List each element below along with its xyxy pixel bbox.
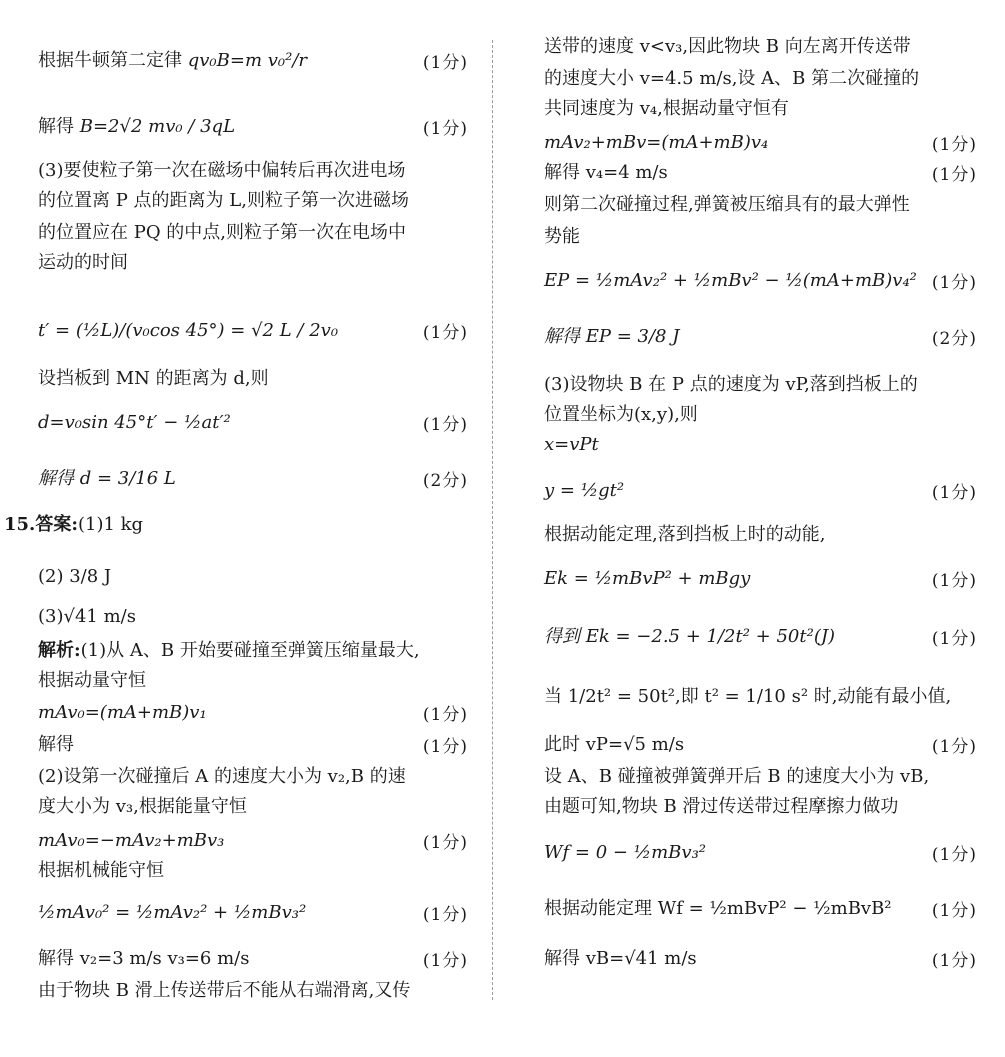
- score: (1分): [422, 705, 468, 725]
- energy-equation: mAv₀=−mAv₂+mBv₃: [38, 830, 225, 851]
- y-equation: y = ½gt²: [544, 480, 625, 501]
- analysis-label: 解析:: [38, 640, 81, 661]
- paragraph-line: 运动的时间: [38, 252, 128, 273]
- column-divider: [492, 40, 493, 1000]
- q15-answer-3: (3)√41 m/s: [38, 606, 136, 627]
- score: (1分): [931, 165, 977, 185]
- elastic-energy-result: 解得 EP = 3/8 J: [544, 326, 680, 347]
- score: (1分): [931, 483, 977, 503]
- elastic-energy-equation: EP = ½mAv₂² + ½mBv² − ½(mA+mB)v₄²: [544, 270, 917, 291]
- paragraph-line: 设挡板到 MN 的距离为 d,则: [38, 368, 269, 389]
- score: (1分): [931, 273, 977, 293]
- score: (1分): [931, 737, 977, 757]
- paragraph-line: 位置坐标为(x,y),则: [544, 404, 698, 425]
- score: (1分): [931, 135, 977, 155]
- score: (1分): [422, 905, 468, 925]
- score: (1分): [931, 901, 977, 921]
- score: (1分): [422, 323, 468, 343]
- score: (2分): [931, 329, 977, 349]
- paragraph-line: 解得: [38, 734, 74, 755]
- x-equation: x=vPt: [544, 434, 599, 455]
- score: (1分): [422, 53, 468, 73]
- score: (1分): [422, 415, 468, 435]
- momentum-equation-2: mAv₂+mBv=(mA+mB)v₄: [544, 132, 769, 153]
- score: (1分): [422, 833, 468, 853]
- d-equation: d=v₀sin 45°t′ − ½at′²: [38, 412, 231, 433]
- analysis-line: 解析:(1)从 A、B 开始要碰撞至弹簧压缩量最大,: [38, 640, 420, 661]
- time-equation: t′ = (½L)/(v₀cos 45°) = √2 L / 2v₀: [38, 320, 339, 341]
- newton-law-line: 根据牛顿第二定律 qv₀B=m v₀²/r: [38, 50, 308, 71]
- paragraph-line: 的速度大小 v=4.5 m/s,设 A、B 第二次碰撞的: [544, 68, 920, 89]
- paragraph-line: (3)要使粒子第一次在磁场中偏转后再次进电场: [38, 160, 406, 181]
- paragraph-line: (2)设第一次碰撞后 A 的速度大小为 v₂,B 的速: [38, 766, 406, 787]
- paragraph-line: (3)设物块 B 在 P 点的速度为 vP,落到挡板上的: [544, 374, 918, 395]
- q15-label: 15.答案:: [4, 514, 78, 535]
- vp-result: 此时 vP=√5 m/s: [544, 734, 685, 755]
- mechanical-energy-equation: ½mAv₀² = ½mAv₂² + ½mBv₃²: [38, 902, 307, 923]
- paragraph-line: 根据动能定理,落到挡板上时的动能,: [544, 524, 826, 545]
- score: (1分): [931, 571, 977, 591]
- score: (1分): [931, 951, 977, 971]
- score: (1分): [422, 951, 468, 971]
- score: (1分): [422, 737, 468, 757]
- paragraph-line: 根据机械能守恒: [38, 860, 164, 881]
- paragraph-line: 根据动量守恒: [38, 670, 146, 691]
- paragraph-line: 的位置离 P 点的距离为 L,则粒子第一次进磁场: [38, 190, 409, 211]
- paragraph-line: 设 A、B 碰撞被弹簧弹开后 B 的速度大小为 vB,: [544, 766, 930, 787]
- d-result: 解得 d = 3/16 L: [38, 468, 176, 489]
- friction-work-equation: Wf = 0 − ½mBv₃²: [544, 842, 707, 863]
- score: (2分): [422, 471, 468, 491]
- paragraph-line: 势能: [544, 226, 580, 247]
- work-energy-equation: 根据动能定理 Wf = ½mBvP² − ½mBvB²: [544, 898, 892, 919]
- paragraph-line: 则第二次碰撞过程,弹簧被压缩具有的最大弹性: [544, 194, 910, 215]
- score: (1分): [931, 629, 977, 649]
- paragraph-line: 度大小为 v₃,根据能量守恒: [38, 796, 247, 817]
- paragraph-line: 送带的速度 v<v₃,因此物块 B 向左离开传送带: [544, 36, 911, 57]
- score: (1分): [931, 845, 977, 865]
- score: (1分): [422, 119, 468, 139]
- minimum-condition-line: 当 1/2t² = 50t²,即 t² = 1/10 s² 时,动能有最小值,: [544, 686, 952, 707]
- paragraph-line: 的位置应在 PQ 的中点,则粒子第一次在电场中: [38, 222, 407, 243]
- momentum-equation: mAv₀=(mA+mB)v₁: [38, 702, 207, 723]
- paragraph-line: 共同速度为 v₄,根据动量守恒有: [544, 98, 789, 119]
- kinetic-energy-equation: Ek = ½mBvP² + mBgy: [544, 568, 751, 589]
- q15-answer-line: 15.答案:(1)1 kg: [4, 514, 144, 535]
- solve-b-line: 解得 B=2√2 mv₀ / 3qL: [38, 116, 236, 137]
- kinetic-energy-result: 得到 Ek = −2.5 + 1/2t² + 50t²(J): [544, 626, 836, 647]
- final-result: 解得 vB=√41 m/s: [544, 948, 697, 969]
- solution-line: 解得 v₄=4 m/s: [544, 162, 668, 183]
- solution-line: 解得 v₂=3 m/s v₃=6 m/s: [38, 948, 250, 969]
- paragraph-line: 由题可知,物块 B 滑过传送带过程摩擦力做功: [544, 796, 899, 817]
- q15-answer-2: (2) 3/8 J: [38, 566, 112, 587]
- paragraph-line: 由于物块 B 滑上传送带后不能从右端滑离,又传: [38, 980, 411, 1001]
